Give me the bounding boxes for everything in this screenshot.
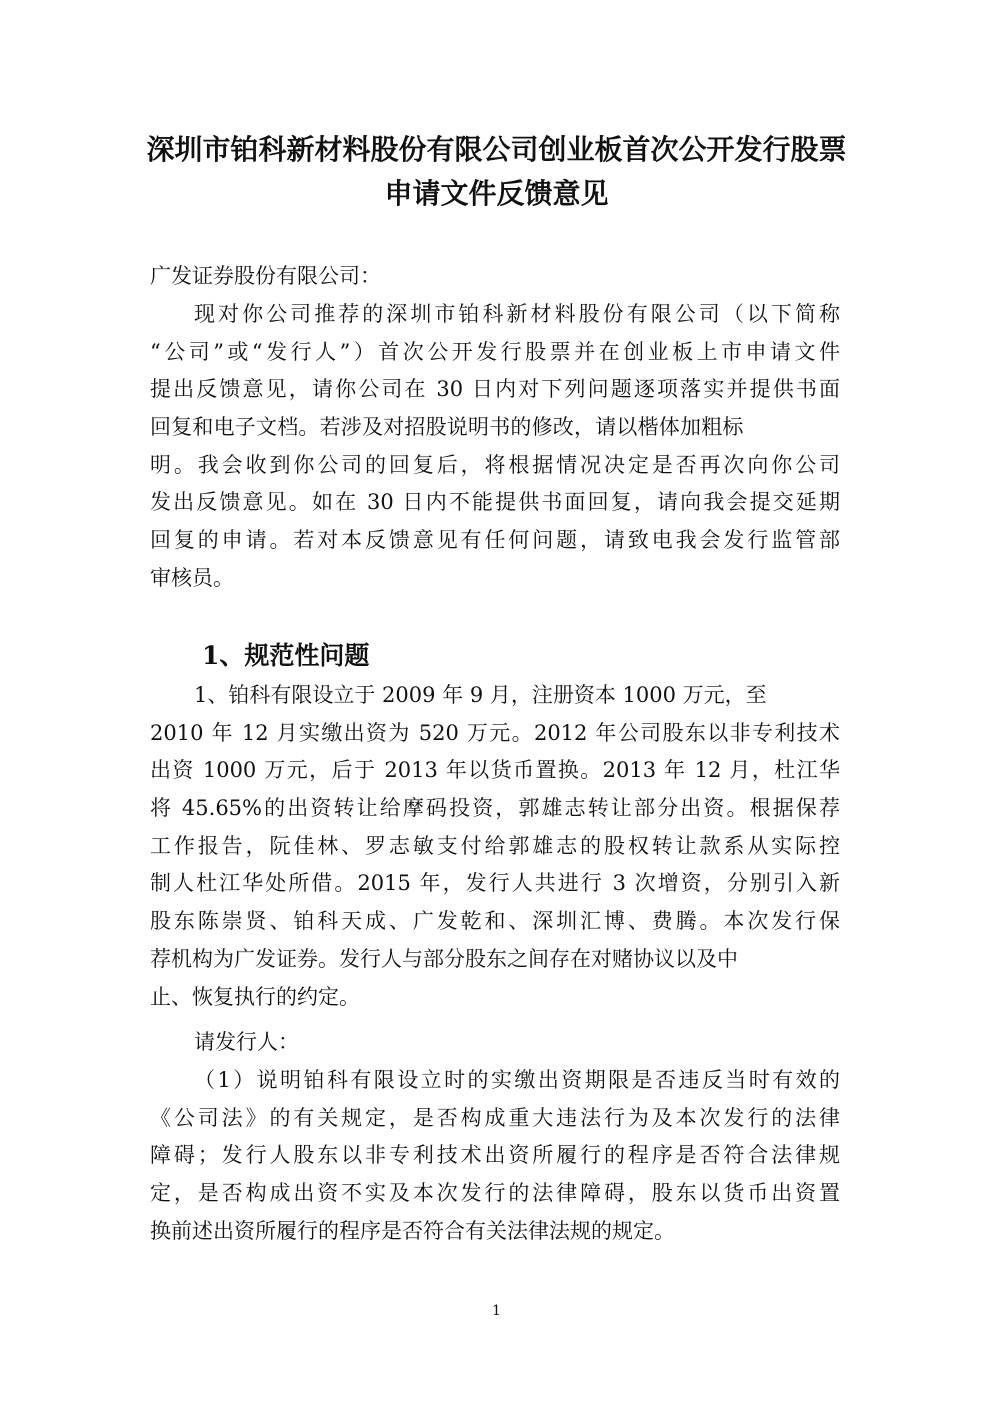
intro-line: 回复的申请。若对本反馈意见有任何问题，请致电我会发行监管部: [150, 528, 840, 553]
section-heading: 1、规范性问题: [202, 641, 370, 670]
sub-item-line: 障碍；发行人股东以非专利技术出资所履行的程序是否符合法律规: [150, 1143, 840, 1168]
sub-item-1-paragraph: [150, 1062, 840, 1250]
document-title-line-2: 申请文件反馈意见: [384, 177, 609, 210]
item1-line: 将 45.65%的出资转让给摩码投资，郭雄志转让部分出资。根据保荐: [150, 796, 840, 821]
sub-item-line: 换前述出资所履行的程序是否符合有关法律法规的规定。: [150, 1218, 675, 1243]
sub-item-line: 定，是否构成出资不实及本次发行的法律障碍，股东以货币出资置: [150, 1181, 840, 1206]
item1-line: 荐机构为广发证券。发行人与部分股东之间存在对赌协议以及中: [150, 946, 738, 971]
intro-line: 明。我会收到你公司的回复后，将根据情况决定是否再次向你公司: [150, 452, 840, 477]
intro-line: 现对你公司推荐的深圳市铂科新材料股份有限公司（以下简称: [194, 302, 840, 326]
intro-line: “公司”或“发行人”）首次公开发行股票并在创业板上市申请文件: [150, 339, 840, 364]
item1-line: 1、铂科有限设立于 2009 年 9 月，注册资本 1000 万元，至: [194, 683, 767, 707]
request-label-text: 请发行人：: [194, 1030, 299, 1054]
page-number: 1: [492, 1303, 501, 1319]
intro-line: 回复和电子文档。若涉及对招股说明书的修改，请以楷体加粗标: [150, 415, 744, 440]
item1-line: 2010 年 12 月实缴出资为 520 万元。2012 年公司股东以非专利技术: [150, 720, 840, 745]
item1-paragraph: [150, 677, 840, 1016]
sub-item-line: （1）说明铂科有限设立时的实缴出资期限是否违反当时有效的: [194, 1068, 840, 1092]
intro-line: 审核员。: [150, 565, 234, 590]
item1-line: 止、恢复执行的约定。: [150, 984, 360, 1009]
addressee: [150, 258, 840, 296]
item1-line: 工作报告，阮佳林、罗志敏支付给郭雄志的股权转让款系从实际控: [150, 833, 840, 858]
item1-line: 制人杜江华处所借。2015 年，发行人共进行 3 次增资，分别引入新: [150, 871, 840, 896]
addressee-text: 广发证券股份有限公司：: [150, 264, 381, 288]
intro-line: 提出反馈意见，请你公司在 30 日内对下列问题逐项落实并提供书面: [150, 377, 840, 402]
item1-line: 出资 1000 万元，后于 2013 年以货币置换。2013 年 12 月，杜江华: [150, 758, 840, 783]
intro-paragraph: [150, 296, 840, 598]
document-title-line-1: 深圳市铂科新材料股份有限公司创业板首次公开发行股票: [146, 133, 847, 166]
request-label: [150, 1024, 840, 1062]
item1-line: 股东陈崇贤、铂科天成、广发乾和、深圳汇博、费腾。本次发行保: [150, 909, 840, 934]
sub-item-line: 《公司法》的有关规定，是否构成重大违法行为及本次发行的法律: [150, 1105, 840, 1130]
intro-line: 发出反馈意见。如在 30 日内不能提供书面回复，请向我会提交延期: [150, 490, 840, 515]
